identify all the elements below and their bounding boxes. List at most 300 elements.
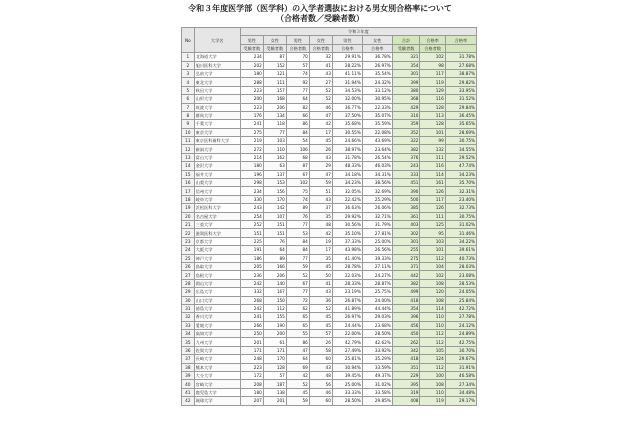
female-applicants-cell: 107: [263, 212, 286, 220]
univ-name-cell: 千葉大学: [194, 120, 240, 128]
total-applicants-cell: 275: [392, 254, 420, 262]
table-row: [182, 103, 477, 111]
table-row: [182, 313, 477, 321]
univ-name-cell: 東京大学: [194, 128, 240, 136]
header-univ: 大学名: [194, 28, 240, 53]
row-no-cell: 27: [182, 271, 195, 279]
table-row: [182, 170, 477, 178]
univ-name-cell: 弘前大学: [194, 69, 240, 77]
male-applicants-cell: 180: [240, 69, 263, 77]
row-no-cell: 33: [182, 321, 195, 329]
male-rate-cell: 25.00%: [332, 380, 362, 388]
table-row: [182, 86, 477, 94]
total-applicants-cell: 368: [392, 95, 420, 103]
female-rate-cell: 31.79%: [362, 220, 392, 228]
male-applicants-cell: 176: [240, 111, 263, 119]
total-applicants-cell: 399: [392, 78, 420, 86]
female-applicants-cell: 156: [263, 187, 286, 195]
table-row: [182, 363, 477, 371]
male-passed-cell: 59: [286, 397, 309, 405]
table-row: [182, 95, 477, 103]
female-passed-cell: 48: [309, 220, 332, 228]
row-no-cell: 13: [182, 153, 195, 161]
row-no-cell: 32: [182, 313, 195, 321]
total-passed-cell: 101: [420, 128, 445, 136]
total-passed-cell: 101: [420, 246, 445, 254]
female-passed-cell: 59: [309, 179, 332, 187]
female-passed-cell: 52: [309, 86, 332, 94]
total-passed-cell: 116: [420, 162, 445, 170]
total-applicants-cell: 322: [392, 137, 420, 145]
table-row: [182, 153, 477, 161]
male-passed-cell: 57: [286, 61, 309, 69]
male-passed-cell: 74: [286, 69, 309, 77]
total-applicants-cell: 456: [392, 321, 420, 329]
male-passed-cell: 54: [286, 137, 309, 145]
female-applicants-cell: 155: [263, 313, 286, 321]
table-row: [182, 204, 477, 212]
univ-name-cell: 岡山大学: [194, 279, 240, 287]
table-row: [182, 220, 477, 228]
table-row: [182, 246, 477, 254]
male-rate-cell: 42.79%: [332, 338, 362, 346]
male-applicants-cell: 266: [240, 321, 263, 329]
female-applicants-cell: 112: [263, 304, 286, 312]
total-applicants-cell: 229: [392, 372, 420, 380]
total-passed-cell: 117: [420, 69, 445, 77]
row-no-cell: 20: [182, 212, 195, 220]
row-no-cell: 16: [182, 179, 195, 187]
total-passed-cell: 124: [420, 355, 445, 363]
male-rate-cell: 34.18%: [332, 170, 362, 178]
female-applicants-cell: 76: [263, 237, 286, 245]
male-applicants-cell: 234: [240, 187, 263, 195]
header-sub: 合格率: [420, 36, 445, 44]
table-row: [182, 187, 477, 195]
male-rate-cell: 31.94%: [332, 78, 362, 86]
total-rate-cell: 28.53%: [445, 279, 476, 287]
univ-name-cell: 神戸大学: [194, 254, 240, 262]
total-rate-cell: 34.48%: [445, 388, 476, 396]
female-rate-cell: 22.33%: [362, 103, 392, 111]
male-rate-cell: 29.91%: [332, 53, 362, 61]
row-no-cell: 38: [182, 363, 195, 371]
header-sub: 女性: [263, 36, 286, 44]
male-passed-cell: 52: [286, 380, 309, 388]
total-passed-cell: 128: [420, 120, 445, 128]
univ-name-cell: 浜松医科大学: [194, 204, 240, 212]
header-sub: 男性: [286, 36, 309, 44]
female-rate-cell: 28.87%: [362, 279, 392, 287]
total-rate-cell: 24.12%: [445, 321, 476, 329]
male-passed-cell: 42: [286, 372, 309, 380]
female-rate-cell: 36.78%: [362, 53, 392, 61]
male-rate-cell: 24.66%: [332, 137, 362, 145]
total-passed-cell: 98: [420, 61, 445, 69]
univ-name-cell: 京都大学: [194, 237, 240, 245]
total-rate-cell: 38.87%: [445, 69, 476, 77]
female-rate-cell: 49.37%: [362, 372, 392, 380]
male-passed-cell: 87: [286, 162, 309, 170]
total-applicants-cell: 451: [392, 179, 420, 187]
univ-name-cell: 北海道大学: [194, 53, 240, 61]
female-passed-cell: 50: [309, 271, 332, 279]
total-passed-cell: 113: [420, 111, 445, 119]
univ-name-cell: 九州大学: [194, 338, 240, 346]
male-passed-cell: 102: [286, 179, 309, 187]
female-rate-cell: 43.69%: [362, 137, 392, 145]
male-passed-cell: 72: [286, 296, 309, 304]
table-row: [182, 111, 477, 119]
row-no-cell: 39: [182, 372, 195, 380]
male-applicants-cell: 275: [240, 128, 263, 136]
female-passed-cell: 43: [309, 363, 332, 371]
female-rate-cell: 44.44%: [362, 304, 392, 312]
female-applicants-cell: 140: [263, 279, 286, 287]
female-rate-cell: 35.59%: [362, 120, 392, 128]
total-passed-cell: 125: [420, 220, 445, 228]
male-passed-cell: 92: [286, 78, 309, 86]
female-rate-cell: 42.62%: [362, 338, 392, 346]
male-applicants-cell: 330: [240, 195, 263, 203]
univ-name-cell: 大分大学: [194, 372, 240, 380]
female-passed-cell: 51: [309, 187, 332, 195]
male-rate-cell: 39.45%: [332, 372, 362, 380]
univ-name-cell: 筑波大学: [194, 103, 240, 111]
table-row: [182, 179, 477, 187]
total-applicants-cell: 395: [392, 380, 420, 388]
female-rate-cell: 33.92%: [362, 346, 392, 354]
header-sub2: 合格者数: [309, 44, 332, 52]
female-applicants-cell: 166: [263, 262, 286, 270]
female-passed-cell: 57: [309, 330, 332, 338]
univ-name-cell: 高知大学: [194, 330, 240, 338]
total-passed-cell: 132: [420, 145, 445, 153]
female-passed-cell: 27: [309, 78, 332, 86]
total-applicants-cell: 382: [392, 145, 420, 153]
female-rate-cell: 33.12%: [362, 86, 392, 94]
total-passed-cell: 116: [420, 95, 445, 103]
female-rate-cell: 32.69%: [362, 187, 392, 195]
male-rate-cell: 29.92%: [332, 212, 362, 220]
row-no-cell: 35: [182, 338, 195, 346]
table-row: [182, 346, 477, 354]
male-applicants-cell: 180: [240, 388, 263, 396]
male-applicants-cell: 236: [240, 271, 263, 279]
female-applicants-cell: 190: [263, 321, 286, 329]
female-rate-cell: 28.50%: [362, 330, 392, 338]
row-no-cell: 18: [182, 195, 195, 203]
total-passed-cell: 112: [420, 363, 445, 371]
male-rate-cell: 28.50%: [332, 397, 362, 405]
table-row: [182, 254, 477, 262]
female-applicants-cell: 63: [263, 162, 286, 170]
row-no-cell: 30: [182, 296, 195, 304]
header-sub: 男性: [240, 36, 263, 44]
total-applicants-cell: 359: [392, 120, 420, 128]
female-rate-cell: 24.27%: [362, 271, 392, 279]
row-no-cell: 14: [182, 162, 195, 170]
total-rate-cell: 24.89%: [445, 330, 476, 338]
female-applicants-cell: 150: [263, 296, 286, 304]
row-no-cell: 42: [182, 397, 195, 405]
total-applicants-cell: 408: [392, 397, 420, 405]
female-applicants-cell: 137: [263, 170, 286, 178]
row-no-cell: 28: [182, 279, 195, 287]
female-rate-cell: 35.29%: [362, 355, 392, 363]
female-passed-cell: 17: [309, 128, 332, 136]
female-rate-cell: 25.29%: [362, 195, 392, 203]
row-no-cell: 36: [182, 346, 195, 354]
total-rate-cell: 29.82%: [445, 78, 476, 86]
univ-name-cell: 秋田大学: [194, 86, 240, 94]
male-rate-cell: 23.19%: [332, 288, 362, 296]
female-applicants-cell: 87: [263, 53, 286, 61]
male-applicants-cell: 208: [240, 380, 263, 388]
total-passed-cell: 112: [420, 254, 445, 262]
total-passed-cell: 117: [420, 195, 445, 203]
table-row: [182, 388, 477, 396]
total-rate-cell: 29.84%: [445, 103, 476, 111]
table-row: [182, 279, 477, 287]
female-passed-cell: 43: [309, 288, 332, 296]
female-passed-cell: 17: [309, 246, 332, 254]
female-passed-cell: 42: [309, 120, 332, 128]
total-applicants-cell: 351: [392, 363, 420, 371]
total-rate-cell: 31.91%: [445, 363, 476, 371]
total-rate-cell: 34.55%: [445, 145, 476, 153]
total-passed-cell: 104: [420, 262, 445, 270]
male-rate-cell: 33.33%: [332, 388, 362, 396]
female-passed-cell: 35: [309, 212, 332, 220]
total-passed-cell: 95: [420, 229, 445, 237]
univ-name-cell: 東京医科歯科大学: [194, 137, 240, 145]
male-rate-cell: 22.00%: [332, 330, 362, 338]
univ-name-cell: 山形大学: [194, 95, 240, 103]
female-applicants-cell: 153: [263, 179, 286, 187]
total-rate-cell: 42.72%: [445, 304, 476, 312]
total-passed-cell: 102: [420, 53, 445, 61]
row-no-cell: 6: [182, 95, 195, 103]
male-passed-cell: 64: [286, 95, 309, 103]
female-passed-cell: 45: [309, 137, 332, 145]
row-no-cell: 40: [182, 380, 195, 388]
total-applicants-cell: 403: [392, 220, 420, 228]
female-applicants-cell: 89: [263, 254, 286, 262]
page-title: [0, 4, 640, 24]
total-passed-cell: 120: [420, 288, 445, 296]
table-row: [182, 330, 477, 338]
total-passed-cell: 126: [420, 204, 445, 212]
female-rate-cell: 46.03%: [362, 162, 392, 170]
total-applicants-cell: 499: [392, 288, 420, 296]
female-passed-cell: 45: [309, 262, 332, 270]
total-rate-cell: 24.05%: [445, 288, 476, 296]
male-rate-cell: 30.56%: [332, 220, 362, 228]
male-applicants-cell: 151: [240, 229, 263, 237]
male-passed-cell: 64: [286, 355, 309, 363]
univ-name-cell: 山梨大学: [194, 179, 240, 187]
total-applicants-cell: 418: [392, 296, 420, 304]
total-applicants-cell: 354: [392, 61, 420, 69]
total-rate-cell: 27.78%: [445, 313, 476, 321]
male-passed-cell: 106: [286, 145, 309, 153]
total-passed-cell: 129: [420, 86, 445, 94]
total-applicants-cell: 310: [392, 111, 420, 119]
header-sub: 合計: [392, 36, 420, 44]
total-rate-cell: 47.74%: [445, 162, 476, 170]
male-applicants-cell: 268: [240, 296, 263, 304]
female-rate-cell: 31.02%: [362, 380, 392, 388]
female-rate-cell: 35.54%: [362, 69, 392, 77]
pass-rate-table: [181, 27, 477, 406]
male-rate-cell: 37.50%: [332, 111, 362, 119]
male-rate-cell: 48.33%: [332, 162, 362, 170]
univ-name-cell: 名古屋大学: [194, 212, 240, 220]
total-applicants-cell: 450: [392, 330, 420, 338]
total-applicants-cell: 302: [392, 229, 420, 237]
total-passed-cell: 126: [420, 187, 445, 195]
total-applicants-cell: 321: [392, 53, 420, 61]
female-applicants-cell: 167: [263, 288, 286, 296]
male-rate-cell: 32.00%: [332, 95, 362, 103]
female-passed-cell: 26: [309, 145, 332, 153]
male-rate-cell: 36.63%: [332, 204, 362, 212]
row-no-cell: 31: [182, 304, 195, 312]
header-sub2: 受験者数: [392, 44, 420, 52]
male-rate-cell: 27.49%: [332, 346, 362, 354]
female-applicants-cell: 111: [263, 78, 286, 86]
total-applicants-cell: 380: [392, 86, 420, 94]
male-passed-cell: 77: [286, 254, 309, 262]
male-applicants-cell: 223: [240, 103, 263, 111]
male-passed-cell: 76: [286, 212, 309, 220]
female-rate-cell: 32.71%: [362, 212, 392, 220]
total-rate-cell: 34.23%: [445, 170, 476, 178]
row-no-cell: 34: [182, 330, 195, 338]
total-rate-cell: 30.70%: [445, 346, 476, 354]
header-year: 令和３年度: [240, 28, 476, 36]
table-row: [182, 397, 477, 405]
female-applicants-cell: 138: [263, 388, 286, 396]
row-no-cell: 41: [182, 388, 195, 396]
row-no-cell: 1: [182, 53, 195, 61]
male-applicants-cell: 242: [240, 304, 263, 312]
total-passed-cell: 105: [420, 346, 445, 354]
female-rate-cell: 29.03%: [362, 313, 392, 321]
table-row: [182, 237, 477, 245]
male-passed-cell: 45: [286, 388, 309, 396]
male-applicants-cell: 234: [240, 53, 263, 61]
univ-name-cell: 鹿児島大学: [194, 388, 240, 396]
row-no-cell: 3: [182, 69, 195, 77]
total-rate-cell: 23.08%: [445, 271, 476, 279]
female-passed-cell: 52: [309, 304, 332, 312]
header-sub: 男性: [332, 36, 362, 44]
univ-name-cell: 山口大学: [194, 296, 240, 304]
table-row: [182, 61, 477, 69]
female-applicants-cell: 206: [263, 271, 286, 279]
male-rate-cell: 41.40%: [332, 254, 362, 262]
female-passed-cell: 58: [309, 346, 332, 354]
male-rate-cell: 26.97%: [332, 313, 362, 321]
female-applicants-cell: 206: [263, 103, 286, 111]
male-passed-cell: 77: [286, 288, 309, 296]
total-passed-cell: 108: [420, 296, 445, 304]
row-no-cell: 9: [182, 120, 195, 128]
female-passed-cell: 37: [309, 204, 332, 212]
total-passed-cell: 161: [420, 179, 445, 187]
female-rate-cell: 33.58%: [362, 388, 392, 396]
female-passed-cell: 29: [309, 162, 332, 170]
female-passed-cell: 41: [309, 61, 332, 69]
male-applicants-cell: 241: [240, 120, 263, 128]
male-applicants-cell: 243: [240, 204, 263, 212]
male-rate-cell: 41.89%: [332, 304, 362, 312]
male-passed-cell: 69: [286, 363, 309, 371]
male-applicants-cell: 248: [240, 355, 263, 363]
male-rate-cell: 34.23%: [332, 179, 362, 187]
univ-name-cell: 鳥取大学: [194, 262, 240, 270]
female-rate-cell: 33.59%: [362, 363, 392, 371]
row-no-cell: 4: [182, 78, 195, 86]
male-passed-cell: 68: [286, 153, 309, 161]
female-passed-cell: 46: [309, 103, 332, 111]
female-applicants-cell: 128: [263, 363, 286, 371]
female-passed-cell: 41: [309, 279, 332, 287]
total-rate-cell: 29.52%: [445, 153, 476, 161]
univ-name-cell: 香川大学: [194, 313, 240, 321]
univ-name-cell: 三重大学: [194, 220, 240, 228]
total-applicants-cell: 342: [392, 346, 420, 354]
male-rate-cell: 37.33%: [332, 237, 362, 245]
row-no-cell: 21: [182, 220, 195, 228]
total-rate-cell: 27.68%: [445, 61, 476, 69]
univ-name-cell: 宮崎大学: [194, 380, 240, 388]
female-passed-cell: 35: [309, 254, 332, 262]
total-passed-cell: 114: [420, 304, 445, 312]
female-rate-cell: 27.81%: [362, 229, 392, 237]
header-sub2: 受験者数: [240, 44, 263, 52]
total-passed-cell: 103: [420, 237, 445, 245]
total-applicants-cell: 319: [392, 388, 420, 396]
male-rate-cell: 25.81%: [332, 355, 362, 363]
header-sub: 合格率: [445, 36, 476, 44]
male-rate-cell: 32.05%: [332, 187, 362, 195]
total-rate-cell: 29.67%: [445, 355, 476, 363]
table-row: [182, 69, 477, 77]
male-applicants-cell: 254: [240, 212, 263, 220]
table-row: [182, 128, 477, 136]
male-passed-cell: 65: [286, 321, 309, 329]
table-row: [182, 338, 477, 346]
female-passed-cell: 60: [309, 397, 332, 405]
header-sub2: 受験者数: [263, 44, 286, 52]
total-rate-cell: 32.73%: [445, 204, 476, 212]
total-rate-cell: 29.17%: [445, 397, 476, 405]
univ-name-cell: 信州大学: [194, 187, 240, 195]
female-passed-cell: 32: [309, 53, 332, 61]
male-passed-cell: 53: [286, 229, 309, 237]
row-no-cell: 23: [182, 237, 195, 245]
female-applicants-cell: 151: [263, 229, 286, 237]
female-applicants-cell: 142: [263, 204, 286, 212]
male-passed-cell: 86: [286, 120, 309, 128]
header-sub2: 合格率: [362, 44, 392, 52]
table-row: [182, 296, 477, 304]
total-applicants-cell: 361: [392, 212, 420, 220]
univ-name-cell: 岐阜大学: [194, 195, 240, 203]
